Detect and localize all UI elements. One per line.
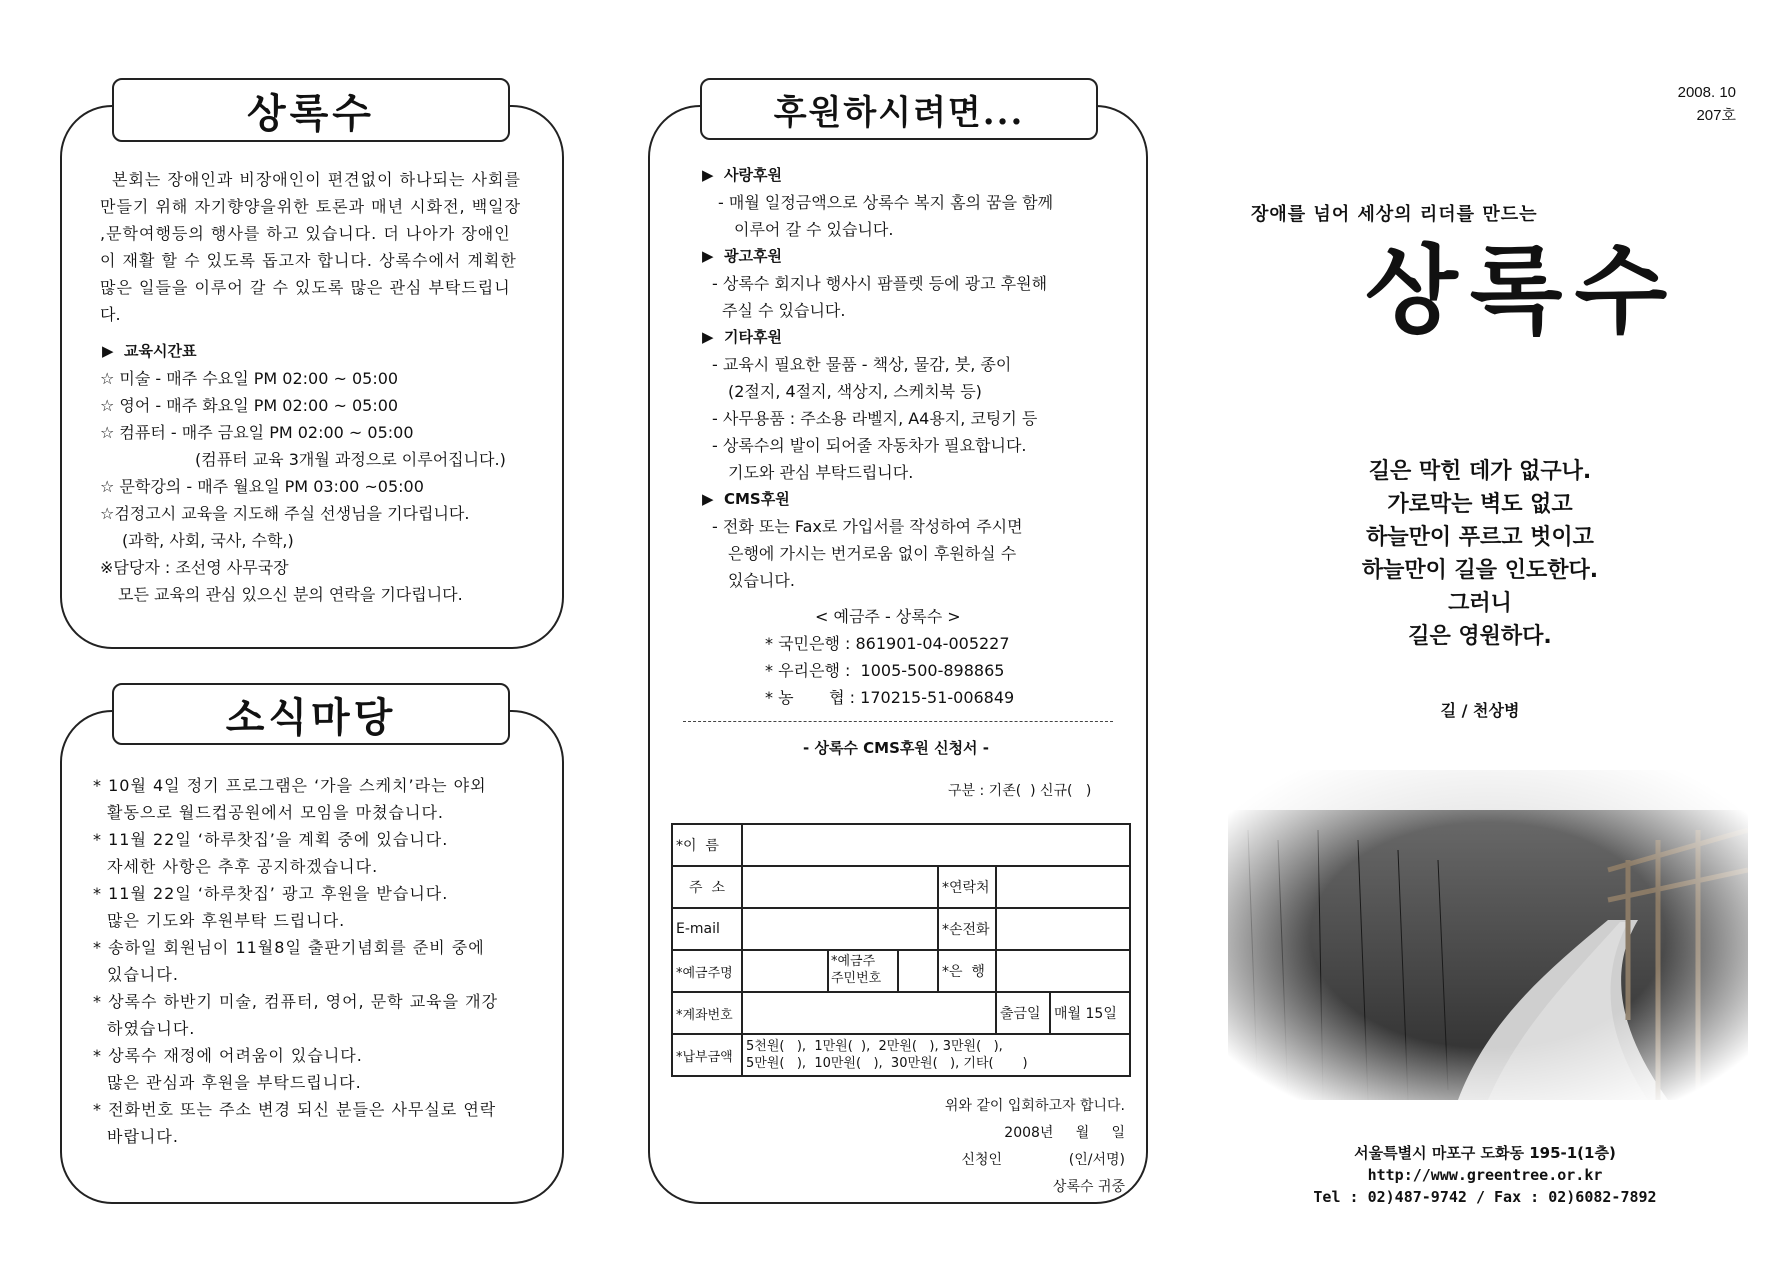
news-item: 바랍니다.: [107, 1127, 179, 1146]
intro-line: ,문학여행등의 행사를 하고 있습니다. 더 나아가 장애인: [100, 224, 511, 243]
donation-heading: ▶ 사랑후원: [702, 166, 782, 184]
form-field-bank[interactable]: [996, 950, 1130, 992]
schedule-heading: ▶ 교육시간표: [102, 342, 197, 360]
schedule-item: ☆ 미술 - 매주 수요일 PM 02:00 ~ 05:00: [100, 369, 399, 388]
form-field-contact[interactable]: [996, 866, 1130, 908]
contact-phone: Tel : 02)487-9742 / Fax : 02)6082-7892: [1313, 1188, 1657, 1206]
schedule-item: ※담당자 : 조선영 사무국장: [100, 558, 289, 577]
form-label-contact: *연락처: [938, 866, 996, 908]
cover-title: 상록수: [1365, 235, 1680, 347]
donation-sections: [702, 162, 1122, 594]
intro-line: 만들기 위해 자기향양을위한 토론과 매년 시화전, 백일장: [100, 197, 522, 216]
news-item: * 11월 22일 ‘하루찻집’을 계획 중에 있습니다.: [93, 830, 449, 849]
poem-line: 가로막는 벽도 없고: [1387, 492, 1573, 517]
news-item: * 송하일 회원님이 11월8일 출판기념회를 준비 중에: [93, 938, 485, 957]
schedule-item: ☆ 영어 - 매주 화요일 PM 02:00 ~ 05:00: [100, 396, 399, 415]
form-field-depositor-id[interactable]: [899, 951, 937, 991]
amount-options-line2: 5만원( ), 10만원( ), 30만원( ), 기타( ): [746, 1056, 1028, 1071]
poem-line: 그러니: [1448, 591, 1512, 616]
issue-number: 207호: [1696, 107, 1736, 124]
issue-date: 2008. 10: [1677, 84, 1736, 101]
schedule-item: (과학, 사회, 국사, 수학,): [122, 531, 294, 550]
poem-line: 길은 막힌 데가 없구나.: [1368, 459, 1592, 484]
donation-line: 이루어 갈 수 있습니다.: [734, 220, 894, 239]
donation-panel-title: 후원하시려면...: [700, 78, 1098, 140]
cover-slogan: 장애를 넘어 세상의 리더를 만드는: [1251, 204, 1538, 225]
form-label-depositor-id: [828, 950, 938, 992]
depositor-id-line1: *예금주: [831, 954, 876, 969]
poem-credit: 길 / 천상병: [1440, 701, 1520, 720]
donation-line: - 상록수 회지나 행사시 팜플렛 등에 광고 후원해: [712, 274, 1048, 293]
donation-heading: ▶ 기타후원: [702, 328, 782, 346]
news-list: [93, 772, 533, 1150]
poem-line: 길은 영원하다.: [1408, 624, 1552, 649]
donation-line: - 사무용품 : 주소용 라벨지, A4용지, 코팅기 등: [712, 409, 1038, 428]
form-field-address[interactable]: [742, 866, 938, 908]
form-field-amount[interactable]: [742, 1034, 1130, 1076]
cms-form-table: [671, 823, 1131, 1077]
intro-line: 다.: [100, 305, 121, 324]
form-label-amount: *납부금액: [672, 1034, 742, 1076]
intro-text: [100, 166, 530, 328]
donation-line: 기도와 관심 부탁드립니다.: [728, 463, 914, 482]
news-item: 있습니다.: [107, 965, 179, 984]
donation-heading: ▶ 광고후원: [702, 247, 782, 265]
account-list: [765, 630, 1014, 711]
schedule-list: [100, 365, 540, 608]
form-withdraw-value: 매월 15일: [1050, 992, 1130, 1034]
footer-line: 위와 같이 입회하고자 합니다.: [944, 1098, 1125, 1114]
contact-website[interactable]: http://www.greentree.or.kr: [1367, 1166, 1603, 1184]
news-item: 자세한 사항은 추후 공지하겠습니다.: [107, 857, 379, 876]
account-holder: < 예금주 - 상록수 >: [815, 607, 961, 626]
form-label-name: *이 름: [672, 824, 742, 866]
intro-line: 본회는 장애인과 비장애인이 편견없이 하나되는 사회를: [112, 170, 521, 189]
contact-address: 서울특별시 마포구 도화동 195-1(1층): [1354, 1144, 1616, 1162]
donation-line: - 교육시 필요한 물품 - 책상, 물감, 붓, 종이: [712, 355, 1012, 374]
footer-line: 2008년 월 일: [1004, 1125, 1125, 1141]
form-footer: [870, 1093, 1125, 1201]
form-label-withdraw: 출금일: [996, 992, 1050, 1034]
news-panel-title: 소식마당: [112, 683, 510, 745]
form-label-address: 주 소: [672, 866, 742, 908]
account-item: * 우리은행 : 1005-500-898865: [765, 661, 1005, 680]
cms-form-title: - 상록수 CMS후원 신청서 -: [803, 739, 989, 757]
donation-line: - 매월 일정금액으로 상록수 복지 홈의 꿈을 함께: [718, 193, 1054, 212]
intro-line: 많은 일들을 이루어 갈 수 있도록 많은 관심 부탁드립니: [100, 278, 511, 297]
donation-line: 은행에 가시는 번거로움 없이 후원하실 수: [728, 544, 1017, 563]
news-item: * 상록수 재정에 어려움이 있습니다.: [93, 1046, 363, 1065]
schedule-item: ☆검정고시 교육을 지도해 주실 선생님을 기다립니다.: [100, 504, 470, 523]
cut-line: [683, 721, 1113, 722]
footer-line: 신청인 (인/서명): [961, 1152, 1125, 1168]
news-item: 하였습니다.: [107, 1019, 196, 1038]
schedule-item: ☆ 컴퓨터 - 매주 금요일 PM 02:00 ~ 05:00: [100, 423, 414, 442]
form-field-mobile[interactable]: [996, 908, 1130, 950]
form-label-account: *계좌번호: [672, 992, 742, 1034]
intro-panel-title: 상록수: [112, 78, 510, 142]
poem-line: 하늘만이 푸르고 벗이고: [1366, 525, 1594, 550]
depositor-id-line2: 주민번호: [831, 971, 882, 986]
news-item: * 상록수 하반기 미술, 컴퓨터, 영어, 문학 교육을 개강: [93, 992, 499, 1011]
amount-options-line1: 5천원( ), 1만원( ), 2만원( ), 3만원( ),: [746, 1039, 1003, 1054]
donation-heading: ▶ CMS후원: [702, 490, 790, 508]
intro-line: 이 재활 할 수 있도록 돕고자 합니다. 상록수에서 계획한: [100, 251, 517, 270]
form-label-mobile: *손전화: [938, 908, 996, 950]
form-field-name[interactable]: [742, 824, 1130, 866]
form-label-email: E-mail: [672, 908, 742, 950]
schedule-item: 모든 교육의 관심 있으신 분의 연락을 기다립니다.: [118, 585, 463, 604]
contact-block: [1290, 1142, 1680, 1208]
donation-line: (2절지, 4절지, 색상지, 스케치북 등): [728, 382, 982, 401]
form-label-depositor: *예금주명: [672, 950, 742, 992]
news-item: 활동으로 월드컵공원에서 모임을 마쳤습니다.: [107, 803, 445, 822]
footer-line: 상록수 귀중: [1052, 1179, 1125, 1195]
account-item: * 국민은행 : 861901-04-005227: [765, 634, 1010, 653]
news-item: 많은 기도와 후원부탁 드립니다.: [107, 911, 346, 930]
donation-line: 있습니다.: [728, 571, 795, 590]
news-item: 많은 관심과 후원을 부탁드립니다.: [107, 1073, 362, 1092]
path-photo-graphic: [1228, 770, 1748, 1100]
form-field-email[interactable]: [742, 908, 938, 950]
news-item: * 10월 4일 정기 프로그램은 ‘가을 스케치’라는 야외: [93, 776, 487, 795]
donation-line: - 상록수의 발이 되어줄 자동차가 필요합니다.: [712, 436, 1027, 455]
news-item: * 11월 22일 ‘하루찻집’ 광고 후원을 받습니다.: [93, 884, 449, 903]
cms-form-type: 구분 : 기존( ) 신규( ): [948, 783, 1092, 799]
news-item: * 전화번호 또는 주소 변경 되신 분들은 사무실로 연락: [93, 1100, 497, 1119]
donation-line: 주실 수 있습니다.: [722, 301, 846, 320]
form-field-depositor[interactable]: [742, 950, 828, 992]
form-field-account[interactable]: [742, 992, 996, 1034]
form-label-bank: *은 행: [938, 950, 996, 992]
path-photo: [1228, 770, 1748, 1100]
cover-poem: [1320, 455, 1640, 653]
account-item: * 농 협 : 170215-51-006849: [765, 688, 1015, 707]
schedule-item: (컴퓨터 교육 3개월 과정으로 이루어집니다.): [195, 450, 506, 469]
schedule-item: ☆ 문학강의 - 매주 월요일 PM 03:00 ~05:00: [100, 477, 424, 496]
donation-line: - 전화 또는 Fax로 가입서를 작성하여 주시면: [712, 517, 1023, 536]
poem-line: 하늘만이 길을 인도한다.: [1361, 558, 1599, 583]
